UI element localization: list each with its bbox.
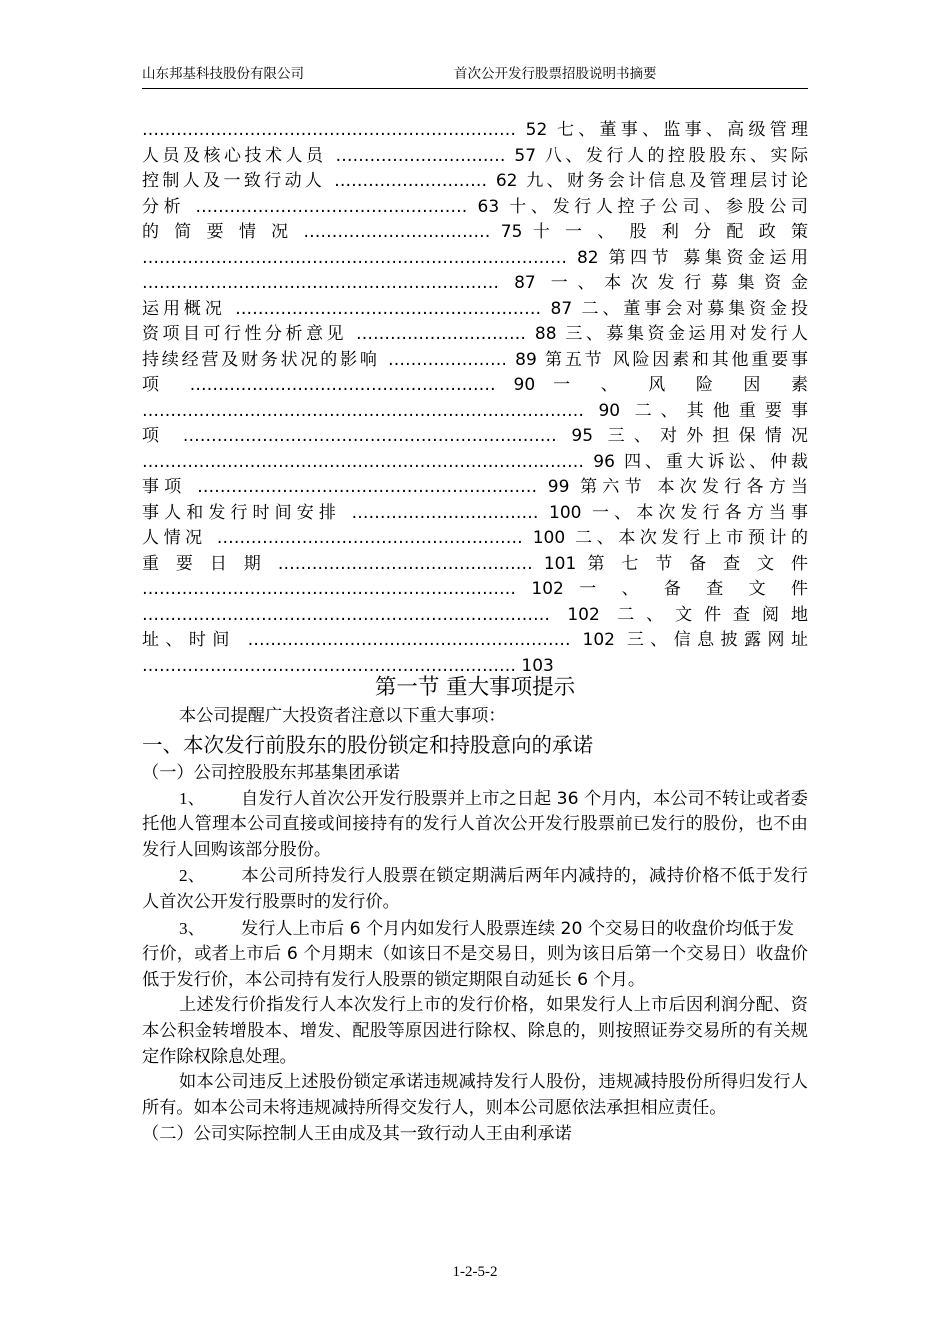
table-of-contents (142, 118, 808, 679)
page-number: 1-2-5-2 (452, 1264, 498, 1280)
page-header (142, 58, 808, 89)
toc-line: 项 ………………………………………………………… 95 三、对外担保情况 (142, 426, 808, 446)
item-number: 2、 (179, 866, 205, 886)
document-body (142, 672, 808, 1147)
toc-line: ………………………………………………………… 102 一 、 备 查 文 件 (142, 579, 808, 599)
toc-line: …………………………………………………………………… 96 四、重大诉讼、仲裁 (142, 451, 808, 472)
issue-price-paragraph: 上述发行价指发行人本次发行上市的发行价格，如果发行人上市后因利润分配、资本公积金转增股本、增发、配股等原因进行除权、除息的，则按照证券交易所的有关规定作除权除息处理。 (142, 995, 808, 1067)
toc-line: ………………………………………………………… 103 (142, 655, 554, 676)
toc-line: 控制人及一致行动人 ……………………… 62 九、财务会计信息及管理层讨论 (142, 171, 808, 191)
heading-level-2: （一）公司控股股东邦基集团承诺 (142, 762, 400, 783)
toc-line: …………………………………………………………………… 90 二、其他重要事 (142, 400, 808, 421)
toc-line: ……………………………………………………… 87 一、本次发行募集资金 (142, 273, 808, 293)
commitment-item-1 (142, 786, 808, 864)
item-number: 1、 (179, 788, 205, 808)
toc-line: 分析 ………………………………………… 63 十、发行人控子公司、参股公司 (142, 196, 808, 217)
toc-line: 运用概况 ……………………………………………… 87 二、董事会对募集资金投 (142, 298, 808, 319)
toc-line: 项 ……………………………………………… 90 一 、 风 险 因 素 (142, 375, 808, 395)
violation-paragraph: 如本公司违反上述股份锁定承诺违规减持发行人股份，违规减持股份所得归发行人所有。如本公司未将违规减持所得交发行人，则本公司愿依法承担相应责任。 (142, 1072, 808, 1118)
toc-line: 持续经营及财务状况的影响 ………………… 89 第五节 风险因素和其他重要事 (142, 349, 808, 370)
intro-paragraph: 本公司提醒广大投资者注意以下重大事项： (179, 706, 506, 726)
section-title: 第一节 重大事项提示 (374, 675, 576, 700)
heading-level-2: （二）公司实际控制人王由成及其一致行动人王由利承诺 (142, 1124, 572, 1145)
commitment-item-3 (142, 916, 808, 943)
item-text: 自发行人首次公开发行股票并上市之日起 36 个月内，本公司不转让或者委托他人管理本公司直接或间接持有的发行人首次公开发行股票前已发行的股份，也不由发行人回购该部分股份。 (142, 788, 808, 860)
header-doc-title: 首次公开发行股票招股说明书摘要 (454, 66, 657, 82)
toc-line: 事项 …………………………………………………… 99 第六节 本次发行各方当 (142, 477, 808, 497)
toc-line: 重 要 日 期 ……………………………………… 101 第 七 节 备 查 文 件 (142, 553, 808, 574)
toc-line: 资项目可行性分析意见 ………………………… 88 三、募集资金运用对发行人 (142, 324, 808, 344)
toc-line: 事人和发行时间安排 …………………………… 100 一、本次发行各方当事 (142, 502, 808, 523)
heading-level-1: 一、本次发行前股东的股份锁定和持股意向的承诺 (142, 732, 593, 757)
toc-line: ……………………………………………………………… 102 二、文件查阅地 (142, 604, 808, 625)
toc-line: 人员及核心技术人员 ………………………… 57 八、发行人的控股股东、实际 (142, 145, 808, 166)
toc-line: ………………………………………………………… 52 七、董事、监事、高级管理 (142, 120, 808, 140)
toc-line: 的 简 要 情 况 …………………………… 75 十 一 、 股 利 分 配 政 策 (142, 222, 808, 242)
toc-line: ………………………………………………………………… 82 第四节 募集资金运用 (142, 247, 808, 268)
header-company: 山东邦基科技股份有限公司 (142, 66, 304, 82)
toc-line: 人情况 ……………………………………………… 100 二、本次发行上市预计的 (142, 528, 808, 548)
toc-line: 址、时间 ………………………………………………… 102 三、信息披露网址 (142, 630, 808, 650)
commitment-item-2 (142, 863, 808, 915)
item-text: 发行人上市后 6 个月内如发行人股票连续 20 个交易日的收盘价均低于发 (241, 918, 795, 939)
item-text: 本公司所持发行人股票在锁定期满后两年内减持的，减持价格不低于发行人首次公开发行股票时的发行价。 (142, 866, 808, 912)
item-number: 3、 (179, 918, 205, 938)
item-3-continuation: 行价，或者上市后 6 个月期末（如该日不是交易日，则为该日后第一个交易日）收盘价低于发行价，本公司持有发行人股票的锁定期限自动延长 6 个月。 (142, 944, 808, 990)
